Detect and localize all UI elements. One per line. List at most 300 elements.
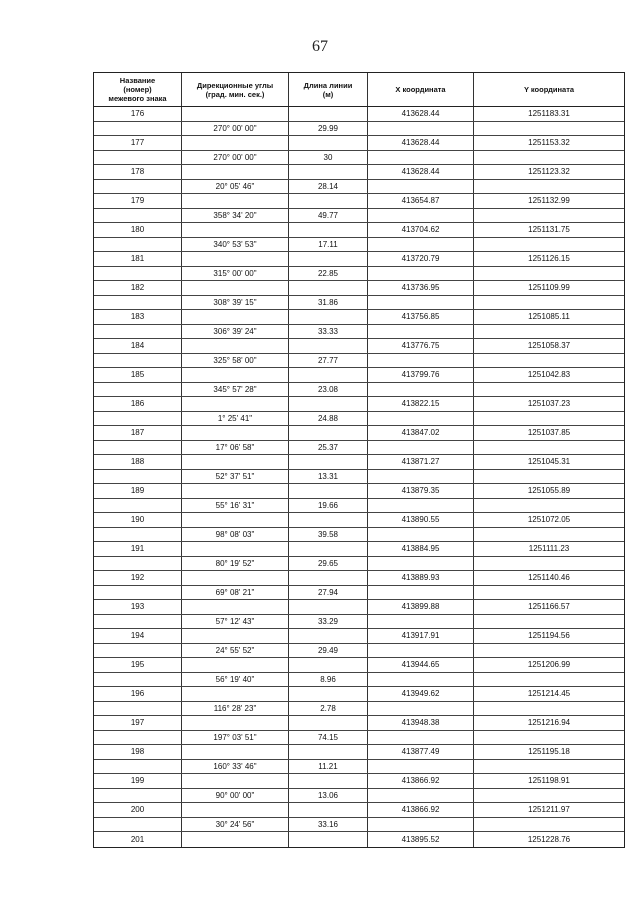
point-name-cell-empty (94, 528, 182, 542)
line-length-cell: 22.85 (289, 267, 368, 281)
x-coordinate-cell: 413628.44 (368, 136, 474, 150)
table-row-point (94, 716, 624, 731)
y-coordinate-cell-empty (474, 673, 624, 687)
x-coordinate-cell: 413944.65 (368, 658, 474, 672)
y-coordinate-cell: 1251216.94 (527, 718, 571, 728)
y-coordinate-cell: 1251045.31 (527, 457, 571, 467)
length-cell-empty (289, 832, 368, 847)
line-length-cell: 30 (289, 151, 368, 165)
angle-cell-empty (182, 426, 289, 440)
point-name-cell-empty (94, 180, 182, 194)
x-coordinate-cell-empty (368, 383, 474, 397)
direction-angle-cell: 98° 08' 03" (182, 528, 289, 542)
point-name-cell: 193 (94, 600, 182, 614)
table-row-point (94, 281, 624, 296)
table-row-point (94, 832, 624, 847)
table-row-point (94, 339, 624, 354)
x-coordinate-cell: 413799.76 (368, 368, 474, 382)
table-header (94, 73, 624, 107)
y-coordinate-cell: 1251195.18 (528, 747, 570, 757)
y-coordinate-cell-empty (474, 615, 624, 629)
point-name-cell: 176 (94, 107, 182, 121)
angle-cell-empty (182, 252, 289, 266)
x-coordinate-cell: 413917.91 (368, 629, 474, 643)
point-name-cell: 198 (94, 745, 182, 759)
direction-angle-cell: 197° 03' 51" (182, 731, 289, 745)
point-name-cell: 177 (94, 136, 182, 150)
table-row-point (94, 165, 624, 180)
line-length-cell: 28.14 (289, 180, 368, 194)
point-name-cell-empty (94, 702, 182, 716)
y-coordinate-cell: 1251037.85 (527, 428, 571, 438)
x-coordinate-cell-empty (368, 528, 474, 542)
y-coordinate-cell-empty (474, 818, 624, 832)
length-cell-empty (289, 136, 368, 150)
line-length-cell: 27.94 (289, 586, 368, 600)
angle-cell-empty (182, 600, 289, 614)
length-cell-empty (289, 484, 368, 498)
x-coordinate-cell-empty (368, 702, 474, 716)
table-row-point (94, 658, 624, 673)
angle-cell-empty (182, 107, 289, 121)
direction-angle-cell: 52° 37' 51" (182, 470, 289, 484)
point-name-cell-empty (94, 238, 182, 252)
line-length-cell: 31.86 (289, 296, 368, 310)
y-coordinate-cell-empty (474, 296, 624, 310)
y-coordinate-cell: 1251126.15 (528, 254, 570, 264)
x-coordinate-cell: 413628.44 (368, 107, 474, 121)
table-row-segment (94, 470, 624, 485)
header-length-line: (м) (322, 89, 334, 99)
direction-angle-cell: 56° 19' 40" (182, 673, 289, 687)
direction-angle-cell: 24° 55' 52" (182, 644, 289, 658)
direction-angle-cell: 345° 57' 28" (182, 383, 289, 397)
y-coordinate-cell-empty (474, 267, 624, 281)
y-coordinate-cell-empty (474, 122, 624, 136)
x-coordinate-cell: 413877.49 (368, 745, 474, 759)
length-cell-empty (289, 629, 368, 643)
x-coordinate-cell: 413866.92 (368, 774, 474, 788)
length-cell-empty (289, 716, 368, 730)
header-x: X координата (368, 73, 474, 106)
angle-cell-empty (182, 455, 289, 469)
line-length-cell: 13.06 (289, 789, 368, 803)
y-coordinate-cell-empty (474, 470, 624, 484)
header-angle-line: (град. мин. сек.) (205, 89, 265, 99)
angle-cell-empty (182, 745, 289, 759)
x-coordinate-cell-empty (368, 325, 474, 339)
length-cell-empty (289, 310, 368, 324)
table-row-segment (94, 615, 624, 630)
y-coordinate-cell-empty (474, 731, 624, 745)
direction-angle-cell: 306° 39' 24" (182, 325, 289, 339)
angle-cell-empty (182, 368, 289, 382)
y-coordinate-cell-empty (474, 238, 624, 252)
x-coordinate-cell-empty (368, 499, 474, 513)
y-coordinate-cell-empty (474, 586, 624, 600)
point-name-cell: 186 (94, 397, 182, 411)
point-name-cell: 179 (94, 194, 182, 208)
y-coordinate-cell-empty (474, 325, 624, 339)
x-coordinate-cell-empty (368, 615, 474, 629)
table-row-point (94, 194, 624, 209)
coordinates-table (93, 72, 625, 848)
table-row-segment (94, 354, 624, 369)
table-row-point (94, 426, 624, 441)
x-coordinate-cell: 413890.55 (368, 513, 474, 527)
table-row-point (94, 513, 624, 528)
point-name-cell-empty (94, 615, 182, 629)
table-row-segment (94, 760, 624, 775)
length-cell-empty (289, 687, 368, 701)
direction-angle-cell: 1° 25' 41" (182, 412, 289, 426)
x-coordinate-cell-empty (368, 354, 474, 368)
line-length-cell: 33.33 (289, 325, 368, 339)
header-angle (182, 73, 289, 106)
angle-cell-empty (182, 658, 289, 672)
table-row-segment (94, 586, 624, 601)
point-name-cell: 184 (94, 339, 182, 353)
table-row-point (94, 803, 624, 818)
table-row-segment (94, 818, 624, 833)
x-coordinate-cell: 413776.75 (368, 339, 474, 353)
line-length-cell: 29.65 (289, 557, 368, 571)
table-row-point (94, 310, 624, 325)
direction-angle-cell: 325° 58' 00" (182, 354, 289, 368)
x-coordinate-cell: 413879.35 (368, 484, 474, 498)
line-length-cell: 13.31 (289, 470, 368, 484)
table-row-point (94, 252, 624, 267)
line-length-cell: 74.15 (289, 731, 368, 745)
x-coordinate-cell: 413628.44 (368, 165, 474, 179)
y-coordinate-cell: 1251042.83 (527, 370, 571, 380)
table-row-segment (94, 441, 624, 456)
y-coordinate-cell: 1251111.23 (528, 544, 570, 554)
direction-angle-cell: 57° 12' 43" (182, 615, 289, 629)
angle-cell-empty (182, 194, 289, 208)
length-cell-empty (289, 455, 368, 469)
x-coordinate-cell-empty (368, 296, 474, 310)
y-coordinate-cell: 1251055.89 (527, 486, 571, 496)
y-coordinate-cell-empty (474, 644, 624, 658)
point-name-cell-empty (94, 673, 182, 687)
point-name-cell-empty (94, 412, 182, 426)
line-length-cell: 33.29 (289, 615, 368, 629)
table-row-segment (94, 528, 624, 543)
angle-cell-empty (182, 542, 289, 556)
table-row-point (94, 774, 624, 789)
line-length-cell: 29.49 (289, 644, 368, 658)
y-coordinate-cell: 1251153.32 (528, 138, 570, 148)
x-coordinate-cell: 413866.92 (368, 803, 474, 817)
y-coordinate-cell: 1251194.56 (528, 631, 570, 641)
x-coordinate-cell-empty (368, 673, 474, 687)
y-coordinate-cell-empty (474, 209, 624, 223)
x-coordinate-cell-empty (368, 180, 474, 194)
y-coordinate-cell: 1251183.31 (528, 109, 570, 119)
table-row-point (94, 600, 624, 615)
direction-angle-cell: 315° 00' 00" (182, 267, 289, 281)
table-row-point (94, 136, 624, 151)
x-coordinate-cell: 413704.62 (368, 223, 474, 237)
table-row-segment (94, 731, 624, 746)
table-row-segment (94, 122, 624, 137)
y-coordinate-cell-empty (474, 702, 624, 716)
line-length-cell: 19.66 (289, 499, 368, 513)
table-row-point (94, 107, 624, 122)
x-coordinate-cell: 413895.52 (368, 832, 474, 847)
length-cell-empty (289, 745, 368, 759)
x-coordinate-cell: 413822.15 (368, 397, 474, 411)
angle-cell-empty (182, 774, 289, 788)
length-cell-empty (289, 513, 368, 527)
y-coordinate-cell: 1251166.57 (528, 602, 570, 612)
x-coordinate-cell-empty (368, 818, 474, 832)
angle-cell-empty (182, 136, 289, 150)
x-coordinate-cell-empty (368, 209, 474, 223)
x-coordinate-cell-empty (368, 557, 474, 571)
x-coordinate-cell: 413871.27 (368, 455, 474, 469)
table-row-segment (94, 296, 624, 311)
point-name-cell-empty (94, 325, 182, 339)
y-coordinate-cell-empty (474, 412, 624, 426)
y-coordinate-cell: 1251085.11 (528, 312, 570, 322)
point-name-cell: 200 (94, 803, 182, 817)
length-cell-empty (289, 339, 368, 353)
point-name-cell: 189 (94, 484, 182, 498)
table-row-point (94, 629, 624, 644)
angle-cell-empty (182, 803, 289, 817)
length-cell-empty (289, 658, 368, 672)
x-coordinate-cell-empty (368, 644, 474, 658)
angle-cell-empty (182, 165, 289, 179)
y-coordinate-cell: 1251123.32 (528, 167, 570, 177)
table-row-segment (94, 209, 624, 224)
x-coordinate-cell: 413948.38 (368, 716, 474, 730)
x-coordinate-cell-empty (368, 470, 474, 484)
angle-cell-empty (182, 484, 289, 498)
table-row-segment (94, 238, 624, 253)
x-coordinate-cell: 413756.85 (368, 310, 474, 324)
point-name-cell-empty (94, 209, 182, 223)
x-coordinate-cell-empty (368, 441, 474, 455)
header-name-line: межевого знака (108, 94, 167, 103)
point-name-cell-empty (94, 122, 182, 136)
point-name-cell: 187 (94, 426, 182, 440)
y-coordinate-cell: 1251072.05 (527, 515, 571, 525)
header-length (289, 73, 368, 106)
point-name-cell: 197 (94, 716, 182, 730)
x-coordinate-cell-empty (368, 238, 474, 252)
direction-angle-cell: 80° 19' 52" (182, 557, 289, 571)
table-row-segment (94, 499, 624, 514)
line-length-cell: 33.16 (289, 818, 368, 832)
table-row-segment (94, 644, 624, 659)
direction-angle-cell: 69° 08' 21" (182, 586, 289, 600)
y-coordinate-cell-empty (474, 383, 624, 397)
point-name-cell: 180 (94, 223, 182, 237)
header-angle-line: Дирекционные углы (196, 80, 274, 90)
point-name-cell: 188 (94, 455, 182, 469)
table-row-segment (94, 267, 624, 282)
angle-cell-empty (182, 339, 289, 353)
x-coordinate-cell: 413949.62 (368, 687, 474, 701)
y-coordinate-cell-empty (474, 528, 624, 542)
y-coordinate-cell-empty (474, 789, 624, 803)
angle-cell-empty (182, 716, 289, 730)
y-coordinate-cell-empty (474, 354, 624, 368)
point-name-cell: 183 (94, 310, 182, 324)
x-coordinate-cell-empty (368, 122, 474, 136)
direction-angle-cell: 55° 16' 31" (182, 499, 289, 513)
length-cell-empty (289, 803, 368, 817)
point-name-cell-empty (94, 731, 182, 745)
y-coordinate-cell-empty (474, 760, 624, 774)
point-name-cell-empty (94, 151, 182, 165)
y-coordinate-cell: 1251211.97 (528, 805, 570, 815)
table-row-segment (94, 151, 624, 166)
length-cell-empty (289, 774, 368, 788)
header-length-line: Длина линии (303, 80, 353, 90)
point-name-cell: 195 (94, 658, 182, 672)
point-name-cell-empty (94, 789, 182, 803)
point-name-cell: 196 (94, 687, 182, 701)
page-number: 67 (312, 38, 328, 55)
table-row-point (94, 368, 624, 383)
x-coordinate-cell: 413847.02 (368, 426, 474, 440)
y-coordinate-cell-empty (474, 441, 624, 455)
point-name-cell: 185 (94, 368, 182, 382)
length-cell-empty (289, 194, 368, 208)
table-row-segment (94, 383, 624, 398)
angle-cell-empty (182, 223, 289, 237)
point-name-cell: 192 (94, 571, 182, 585)
table-row-point (94, 223, 624, 238)
direction-angle-cell: 17° 06' 58" (182, 441, 289, 455)
y-coordinate-cell: 1251037.23 (527, 399, 571, 409)
point-name-cell-empty (94, 296, 182, 310)
line-length-cell: 2.78 (289, 702, 368, 716)
length-cell-empty (289, 426, 368, 440)
table-row-segment (94, 325, 624, 340)
angle-cell-empty (182, 281, 289, 295)
direction-angle-cell: 20° 05' 46" (182, 180, 289, 194)
length-cell-empty (289, 165, 368, 179)
angle-cell-empty (182, 687, 289, 701)
length-cell-empty (289, 252, 368, 266)
y-coordinate-cell: 1251214.45 (527, 689, 571, 699)
direction-angle-cell: 358° 34' 20" (182, 209, 289, 223)
table-row-point (94, 397, 624, 412)
direction-angle-cell: 90° 00' 00" (182, 789, 289, 803)
table-row-point (94, 745, 624, 760)
line-length-cell: 49.77 (289, 209, 368, 223)
line-length-cell: 17.11 (289, 238, 368, 252)
point-name-cell: 199 (94, 774, 182, 788)
header-name-line: (номер) (123, 85, 152, 94)
direction-angle-cell: 308° 39' 15" (182, 296, 289, 310)
y-coordinate-cell: 1251109.99 (528, 283, 570, 293)
point-name-cell-empty (94, 383, 182, 397)
angle-cell-empty (182, 513, 289, 527)
point-name-cell: 178 (94, 165, 182, 179)
point-name-cell-empty (94, 644, 182, 658)
point-name-cell: 191 (94, 542, 182, 556)
x-coordinate-cell: 413736.95 (368, 281, 474, 295)
length-cell-empty (289, 107, 368, 121)
table-row-segment (94, 702, 624, 717)
x-coordinate-cell-empty (368, 586, 474, 600)
point-name-cell-empty (94, 470, 182, 484)
length-cell-empty (289, 368, 368, 382)
point-name-cell-empty (94, 441, 182, 455)
table-row-segment (94, 673, 624, 688)
y-coordinate-cell: 1251131.75 (528, 225, 570, 235)
y-coordinate-cell: 1251228.76 (527, 834, 571, 844)
line-length-cell: 24.88 (289, 412, 368, 426)
table-row-segment (94, 557, 624, 572)
header-name (94, 73, 182, 106)
point-name-cell: 181 (94, 252, 182, 266)
header-name-line: Название (119, 76, 156, 85)
y-coordinate-cell-empty (474, 499, 624, 513)
angle-cell-empty (182, 310, 289, 324)
x-coordinate-cell-empty (368, 760, 474, 774)
angle-cell-empty (182, 571, 289, 585)
table-row-point (94, 687, 624, 702)
length-cell-empty (289, 542, 368, 556)
x-coordinate-cell-empty (368, 731, 474, 745)
y-coordinate-cell: 1251132.99 (528, 196, 570, 206)
y-coordinate-cell: 1251058.37 (527, 341, 571, 351)
direction-angle-cell: 160° 33' 46" (182, 760, 289, 774)
y-coordinate-cell-empty (474, 151, 624, 165)
table-body (94, 107, 624, 847)
y-coordinate-cell: 1251206.99 (527, 660, 571, 670)
point-name-cell-empty (94, 267, 182, 281)
direction-angle-cell: 270° 00' 00" (182, 151, 289, 165)
line-length-cell: 39.58 (289, 528, 368, 542)
x-coordinate-cell: 413884.95 (368, 542, 474, 556)
line-length-cell: 29.99 (289, 122, 368, 136)
line-length-cell: 11.21 (289, 760, 368, 774)
x-coordinate-cell: 413899.88 (368, 600, 474, 614)
table-row-point (94, 571, 624, 586)
direction-angle-cell: 30° 24' 56" (182, 818, 289, 832)
x-coordinate-cell-empty (368, 412, 474, 426)
y-coordinate-cell-empty (474, 180, 624, 194)
line-length-cell: 23.08 (289, 383, 368, 397)
point-name-cell: 201 (94, 832, 182, 847)
point-name-cell: 182 (94, 281, 182, 295)
table-row-segment (94, 789, 624, 804)
table-row-point (94, 455, 624, 470)
table-row-segment (94, 412, 624, 427)
length-cell-empty (289, 571, 368, 585)
angle-cell-empty (182, 832, 289, 847)
angle-cell-empty (182, 397, 289, 411)
point-name-cell-empty (94, 499, 182, 513)
y-coordinate-cell: 1251140.46 (528, 573, 570, 583)
x-coordinate-cell: 413720.79 (368, 252, 474, 266)
point-name-cell: 194 (94, 629, 182, 643)
length-cell-empty (289, 600, 368, 614)
line-length-cell: 8.96 (289, 673, 368, 687)
x-coordinate-cell: 413889.93 (368, 571, 474, 585)
angle-cell-empty (182, 629, 289, 643)
direction-angle-cell: 270° 00' 00" (182, 122, 289, 136)
x-coordinate-cell-empty (368, 267, 474, 281)
